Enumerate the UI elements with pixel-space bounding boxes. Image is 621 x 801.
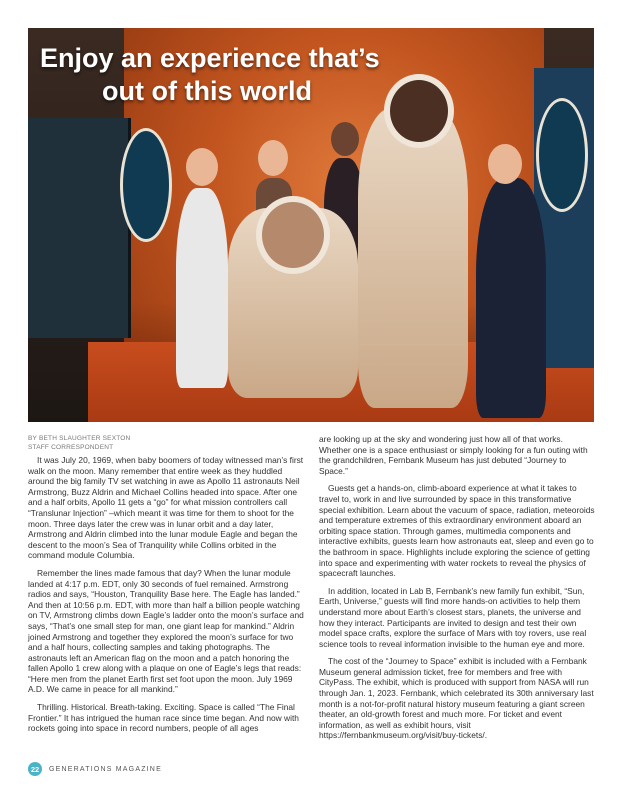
- info-sign-right: [536, 98, 588, 212]
- paragraph: Thrilling. Historical. Breath-taking. Exciting. Space is called “The Final Frontier.” It has intrigued the human race since time began. And now with rockets going into space in record numbers, people of all ages: [28, 702, 299, 734]
- child-head: [258, 140, 288, 176]
- byline: [28, 434, 130, 452]
- child-figure: [476, 178, 546, 418]
- magazine-name: GENERATIONS MAGAZINE: [49, 765, 162, 773]
- headline-line-2: out of this world: [102, 76, 312, 106]
- byline-author: BY BETH SLAUGHTER SEXTON: [28, 435, 131, 442]
- child-figure: [176, 188, 228, 388]
- info-sign-left: [120, 128, 172, 242]
- exhibit-panel-left: [28, 118, 131, 338]
- spacesuit-cutout-standing: [358, 108, 468, 408]
- child-head: [331, 122, 359, 156]
- page-number-badge: 22: [28, 762, 42, 776]
- child-head: [186, 148, 218, 186]
- headline: [28, 42, 594, 108]
- hero-photo: [28, 28, 594, 422]
- paragraph: are looking up at the sky and wondering just how all of that works. Whether one is a space enthusiast or simply looking for a fun outing with the grandchildren, Fernbank Museum has just debuted “Journey to Space.”: [319, 434, 588, 476]
- article-column-left: [28, 455, 304, 741]
- paragraph: The cost of the “Journey to Space” exhibit is included with a Fernbank Museum general admission ticket, free for members and free with CityPass. The exhibit, which is produced with support from NASA will run through Jan. 1, 2023. Fernbank, which celebrated its 30th anniversary last month is a not-for-profit natural history museum featuring a giant screen theater, an old-growth forest and much more. For ticket and event information, as well as exhibit hours, visit https://fernbankmuseum.org/visit/buy-tickets/.: [319, 656, 594, 741]
- page-footer: [28, 762, 162, 776]
- helmet-face-opening: [256, 196, 330, 274]
- paragraph: Guests get a hands-on, climb-aboard experience at what it takes to travel to, work in and live surrounded by space in this transformative special exhibition. Learn about the vacuum of space, radiation, meteoroids and temperature extremes of this extraordinary environment aboard an orbiting space station. Through games, multimedia components and interactive exhibits, guests learn how astronauts eat, sleep and even go to the bathroom in space. Highlights include exploring the science of getting into space and experimenting with water rockets to reveal the physics of spacecraft launches.: [319, 483, 595, 579]
- child-head: [488, 144, 522, 184]
- article-column-right: [319, 434, 595, 748]
- paragraph: Remember the lines made famous that day? When the lunar module landed at 4:17 p.m. EDT, only 30 seconds of fuel remained. Armstrong radios and says, “Houston, Tranquility Base here. The Eagle has landed.” And then at 10:56 p.m. EDT, with more than half a billion people watching on TV, Armstrong climbs down Eagle’s ladder onto the moon’s surface and says, “That’s one small step for man, one giant leap for mankind.” Aldrin joined Armstrong and together they explored the moon’s surface for two and a half hours, collecting samples and taking photographs. The astronauts left an American flag on the moon and a patch honoring the fallen Apollo 1 crew along with a plaque on one of Eagle’s legs that reads: “Here men from the planet Earth first set foot upon the moon. July 1969 A.D. We came in peace for all mankind.”: [28, 567, 304, 695]
- paragraph: In addition, located in Lab B, Fernbank’s new family fun exhibit, “Sun, Earth, Universe,” guests will find more hands-on activities to help them understand more about Earth’s closest stars, planets, the universe and how they interact. Participants are invited to design and test their own model space crafts, explore the surface of Mars with toy rovers, use real science tools to reveal information invisible to the human eye and more.: [319, 585, 587, 649]
- paragraph: It was July 20, 1969, when baby boomers of today witnessed man’s first walk on the moon. Many remember that entire week as they huddled around the big family TV set watching in awe as Apollo 11 astronauts Neil Armstrong, Buzz Aldrin and Michael Collins headed into space. After one and a half orbits, Apollo 11 gets a “go” for what mission controllers call “Translunar Injection” –which meant it was time for them to shoot for the moon. Three days later the crew was in lunar orbit and a day later, Armstrong and Aldrin climbed into the lunar module Eagle and began the descent to the moon’s Sea of Tranquility while Collins orbited in the command module Columbia.: [28, 455, 304, 561]
- headline-line-1: Enjoy an experience that’s: [40, 43, 380, 73]
- byline-role: STAFF CORRESPONDENT: [28, 444, 114, 451]
